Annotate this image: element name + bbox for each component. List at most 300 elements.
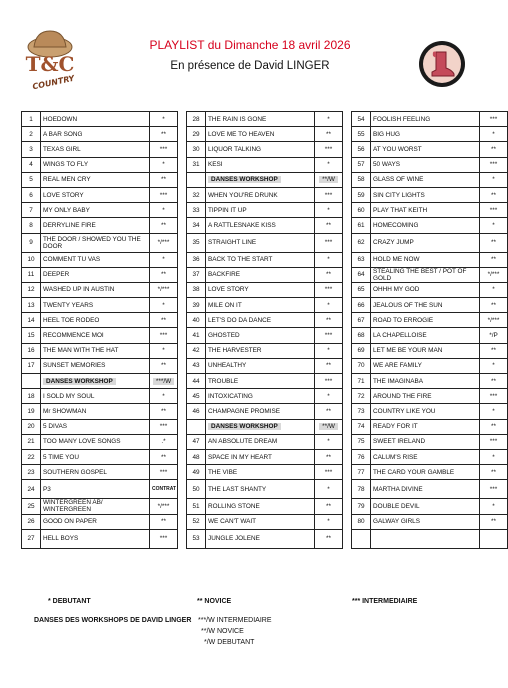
song-level: ***	[480, 434, 508, 449]
workshops-title: DANSES DES WORKSHOPS DE DAVID LINGER	[34, 617, 192, 624]
song-number: 48	[187, 449, 206, 464]
table-row	[22, 480, 508, 499]
song-number: 67	[352, 313, 371, 328]
song-title: KESI	[206, 157, 315, 172]
song-title: THE DOOR / SHOWED YOU THE DOOR	[41, 233, 150, 252]
song-number: 14	[22, 313, 41, 328]
song-number: 61	[352, 218, 371, 233]
column-gap	[178, 298, 187, 313]
column-gap	[178, 203, 187, 218]
song-level: *	[480, 449, 508, 464]
column-gap	[178, 142, 187, 157]
song-level: **	[480, 374, 508, 389]
logo-text: T&C	[25, 52, 75, 76]
song-level: *	[150, 157, 178, 172]
song-title: Mr SHOWMAN	[41, 404, 150, 419]
song-number: 68	[352, 328, 371, 343]
song-level: *	[315, 389, 343, 404]
column-gap	[343, 127, 352, 142]
song-number: 45	[187, 389, 206, 404]
song-number: 47	[187, 434, 206, 449]
song-level: *	[315, 480, 343, 499]
song-level: *	[315, 298, 343, 313]
song-title: ROAD TO ERROGIE	[371, 313, 480, 328]
song-title: SOUTHERN GOSPEL	[41, 465, 150, 480]
ws-level-intermediaire: ***/W INTERMEDIAIRE	[198, 617, 272, 624]
column-gap	[343, 252, 352, 267]
song-number: 32	[187, 187, 206, 202]
column-gap	[178, 172, 187, 187]
song-number: 19	[22, 404, 41, 419]
song-number: 5	[22, 172, 41, 187]
column-gap	[343, 233, 352, 252]
song-number: 62	[352, 233, 371, 252]
song-title: READY FOR IT	[371, 419, 480, 434]
song-number: 53	[187, 529, 206, 548]
table-row	[22, 112, 508, 127]
song-level: *	[315, 343, 343, 358]
song-level: **	[315, 267, 343, 282]
table-row	[22, 252, 508, 267]
song-number: 31	[187, 157, 206, 172]
song-number: 20	[22, 419, 41, 434]
song-level: *	[480, 358, 508, 373]
song-title: AN ABSOLUTE DREAM	[206, 434, 315, 449]
song-number: 26	[22, 514, 41, 529]
workshop-label	[41, 374, 150, 389]
song-title: I SOLD MY SOUL	[41, 389, 150, 404]
column-gap	[178, 465, 187, 480]
song-level: */***	[480, 267, 508, 282]
song-number: 29	[187, 127, 206, 142]
song-number	[22, 374, 41, 389]
song-number: 39	[187, 298, 206, 313]
song-level: **	[150, 267, 178, 282]
song-title: HOMECOMING	[371, 218, 480, 233]
song-title: LOVE STORY	[41, 187, 150, 202]
column-gap	[343, 343, 352, 358]
song-title: RECOMMENCE MOI	[41, 328, 150, 343]
column-gap	[343, 404, 352, 419]
song-number: 38	[187, 282, 206, 297]
song-title: STRAIGHT LINE	[206, 233, 315, 252]
table-row	[22, 374, 508, 389]
song-level: **	[480, 233, 508, 252]
table-row	[22, 434, 508, 449]
song-title: GHOSTED	[206, 328, 315, 343]
table-row	[22, 127, 508, 142]
song-number: 6	[22, 187, 41, 202]
song-number: 3	[22, 142, 41, 157]
workshop-level-text: **/W	[319, 423, 338, 430]
column-gap	[178, 419, 187, 434]
song-title: REAL MEN CRY	[41, 172, 150, 187]
song-level	[480, 529, 508, 548]
song-number: 71	[352, 374, 371, 389]
table-row	[22, 389, 508, 404]
column-gap	[343, 499, 352, 514]
song-number: 49	[187, 465, 206, 480]
song-level: **	[480, 142, 508, 157]
song-number: 13	[22, 298, 41, 313]
song-level: *	[315, 112, 343, 127]
song-level: ***	[315, 328, 343, 343]
song-level: **	[315, 529, 343, 548]
column-gap	[343, 374, 352, 389]
song-level: **	[480, 187, 508, 202]
song-title: PLAY THAT KEITH	[371, 203, 480, 218]
song-number: 25	[22, 499, 41, 514]
table-row	[22, 233, 508, 252]
column-gap	[343, 187, 352, 202]
song-level: ***	[150, 142, 178, 157]
song-level	[150, 374, 178, 389]
song-number: 2	[22, 127, 41, 142]
song-title: LOVE STORY	[206, 282, 315, 297]
song-title: HOLD ME NOW	[371, 252, 480, 267]
song-number: 46	[187, 404, 206, 419]
song-level: *	[480, 282, 508, 297]
song-number: 44	[187, 374, 206, 389]
song-level	[150, 480, 178, 499]
legend-debutant: * DEBUTANT	[48, 598, 91, 605]
song-title: WHEN YOU'RE DRUNK	[206, 187, 315, 202]
column-gap	[178, 499, 187, 514]
song-number: 60	[352, 203, 371, 218]
song-title: P3	[41, 480, 150, 499]
song-level: **	[315, 499, 343, 514]
song-title: HEEL TOE RODEO	[41, 313, 150, 328]
column-gap	[178, 358, 187, 373]
table-row	[22, 298, 508, 313]
song-number: 16	[22, 343, 41, 358]
song-number: 30	[187, 142, 206, 157]
song-title: JUNGLE JOLENE	[206, 529, 315, 548]
song-level: ***	[150, 328, 178, 343]
song-number: 36	[187, 252, 206, 267]
column-gap	[343, 389, 352, 404]
song-level: *	[150, 343, 178, 358]
table-row	[22, 218, 508, 233]
song-title: STEALING THE BEST / POT OF GOLD	[371, 267, 480, 282]
song-level: ***	[315, 374, 343, 389]
song-title: TOO MANY LOVE SONGS	[41, 434, 150, 449]
workshop-label	[206, 172, 315, 187]
column-gap	[178, 282, 187, 297]
workshop-level-text: ***/W	[153, 378, 174, 385]
column-gap	[178, 112, 187, 127]
song-number: 78	[352, 480, 371, 499]
song-level: ***	[480, 112, 508, 127]
song-title: WE ARE FAMILY	[371, 358, 480, 373]
song-title: TEXAS GIRL	[41, 142, 150, 157]
song-number: 37	[187, 267, 206, 282]
song-title: INTOXICATING	[206, 389, 315, 404]
song-number: 8	[22, 218, 41, 233]
song-title: FOOLISH FEELING	[371, 112, 480, 127]
column-gap	[343, 434, 352, 449]
column-gap	[343, 358, 352, 373]
song-number: 12	[22, 282, 41, 297]
song-level: *	[315, 434, 343, 449]
workshop-label	[206, 419, 315, 434]
table-row	[22, 187, 508, 202]
contrat-label: CONTRAT	[152, 486, 177, 493]
song-level: ***	[480, 480, 508, 499]
song-number: 54	[352, 112, 371, 127]
song-title: JEALOUS OF THE SUN	[371, 298, 480, 313]
song-number: 1	[22, 112, 41, 127]
song-title: THE MAN WITH THE HAT	[41, 343, 150, 358]
song-level: **	[150, 404, 178, 419]
column-gap	[178, 404, 187, 419]
song-level: *	[315, 157, 343, 172]
song-level: **	[480, 514, 508, 529]
column-gap	[343, 157, 352, 172]
song-title: 50 WAYS	[371, 157, 480, 172]
song-level: **	[150, 127, 178, 142]
table-row	[22, 514, 508, 529]
column-gap	[178, 529, 187, 548]
song-title: MY ONLY BABY	[41, 203, 150, 218]
song-level: ***	[315, 465, 343, 480]
song-level: *	[480, 499, 508, 514]
column-gap	[178, 480, 187, 499]
column-gap	[178, 157, 187, 172]
song-level	[315, 419, 343, 434]
song-number: 35	[187, 233, 206, 252]
song-level: **	[315, 127, 343, 142]
column-gap	[343, 282, 352, 297]
song-number: 41	[187, 328, 206, 343]
song-title: DERRYLINE FIRE	[41, 218, 150, 233]
song-level: **	[315, 404, 343, 419]
song-level: ***	[480, 389, 508, 404]
song-number: 27	[22, 529, 41, 548]
table-row	[22, 157, 508, 172]
workshop-label-text: DANSES WORKSHOP	[43, 378, 116, 385]
song-title: THE CARD YOUR GAMBLE	[371, 465, 480, 480]
song-number: 66	[352, 298, 371, 313]
song-title: LET ME BE YOUR MAN	[371, 343, 480, 358]
column-gap	[178, 374, 187, 389]
song-level: */***	[150, 233, 178, 252]
song-title: A BAR SONG	[41, 127, 150, 142]
song-title: LET'S DO DA DANCE	[206, 313, 315, 328]
column-gap	[343, 172, 352, 187]
song-level	[315, 172, 343, 187]
song-title: THE HARVESTER	[206, 343, 315, 358]
song-title: WINGS TO FLY	[41, 157, 150, 172]
column-gap	[178, 218, 187, 233]
table-row	[22, 449, 508, 464]
song-number: 52	[187, 514, 206, 529]
song-number: 23	[22, 465, 41, 480]
song-number: 4	[22, 157, 41, 172]
column-gap	[178, 449, 187, 464]
page-subtitle: En présence de David LINGER	[170, 60, 330, 72]
table-row	[22, 499, 508, 514]
song-title: CALUM'S RISE	[371, 449, 480, 464]
song-title: ROLLING STONE	[206, 499, 315, 514]
page-title: PLAYLIST du Dimanche 18 avril 2026	[149, 38, 351, 52]
song-title: HOEDOWN	[41, 112, 150, 127]
song-title: SPACE IN MY HEART	[206, 449, 315, 464]
table-row	[22, 313, 508, 328]
song-level: *	[150, 252, 178, 267]
playlist-table	[21, 111, 508, 549]
song-title: THE VIBE	[206, 465, 315, 480]
song-title: GALWAY GIRLS	[371, 514, 480, 529]
song-number: 56	[352, 142, 371, 157]
column-gap	[178, 434, 187, 449]
table-row	[22, 282, 508, 297]
song-title: GOOD ON PAPER	[41, 514, 150, 529]
song-title: 5 DIVAS	[41, 419, 150, 434]
song-number: 75	[352, 434, 371, 449]
ws-level-novice: **/W NOVICE	[201, 628, 244, 635]
song-number: 57	[352, 157, 371, 172]
song-number: 65	[352, 282, 371, 297]
song-title: AT YOU WORST	[371, 142, 480, 157]
song-level: */***	[150, 282, 178, 297]
song-level: **	[150, 172, 178, 187]
song-number: 63	[352, 252, 371, 267]
song-number	[187, 419, 206, 434]
song-number: 10	[22, 252, 41, 267]
table-row	[22, 419, 508, 434]
song-level: *	[480, 404, 508, 419]
song-level: */***	[150, 499, 178, 514]
song-title: HELL BOYS	[41, 529, 150, 548]
song-title: SIN CITY LIGHTS	[371, 187, 480, 202]
song-level: *	[150, 112, 178, 127]
column-gap	[178, 343, 187, 358]
song-level: *	[315, 203, 343, 218]
song-level: *	[480, 127, 508, 142]
table-row	[22, 328, 508, 343]
song-title: THE IMAGINABA	[371, 374, 480, 389]
song-level: *	[480, 218, 508, 233]
song-level: *	[315, 252, 343, 267]
song-title: BACK TO THE START	[206, 252, 315, 267]
song-number: 79	[352, 499, 371, 514]
song-level: .*	[150, 434, 178, 449]
song-number: 51	[187, 499, 206, 514]
song-number	[187, 172, 206, 187]
song-level: ***	[150, 465, 178, 480]
song-number: 33	[187, 203, 206, 218]
song-title: SWEET IRELAND	[371, 434, 480, 449]
column-gap	[178, 187, 187, 202]
song-number: 22	[22, 449, 41, 464]
column-gap	[178, 514, 187, 529]
song-title: 5 TIME YOU	[41, 449, 150, 464]
song-title: CRAZY JUMP	[371, 233, 480, 252]
legend-intermediaire: *** INTERMEDIAIRE	[352, 598, 418, 605]
ws-level-debutant: */W DEBUTANT	[204, 639, 255, 646]
song-number: 21	[22, 434, 41, 449]
column-gap	[343, 328, 352, 343]
column-gap	[178, 313, 187, 328]
song-number: 73	[352, 404, 371, 419]
song-level: ***	[150, 529, 178, 548]
column-gap	[178, 389, 187, 404]
song-level: ***	[315, 142, 343, 157]
song-title: THE LAST SHANTY	[206, 480, 315, 499]
song-title: WASHED UP IN AUSTIN	[41, 282, 150, 297]
workshop-label-text: DANSES WORKSHOP	[208, 423, 281, 430]
song-number: 40	[187, 313, 206, 328]
song-level: *	[315, 514, 343, 529]
song-level: **	[315, 218, 343, 233]
song-level: ***	[150, 419, 178, 434]
song-level: **	[480, 252, 508, 267]
column-gap	[178, 233, 187, 252]
song-level: *	[150, 298, 178, 313]
legend-novice: ** NOVICE	[197, 598, 232, 605]
column-gap	[178, 267, 187, 282]
table-row	[22, 529, 508, 548]
song-number: 74	[352, 419, 371, 434]
song-number: 34	[187, 218, 206, 233]
column-gap	[343, 449, 352, 464]
song-title: SUNSET MEMORIES	[41, 358, 150, 373]
column-gap	[343, 267, 352, 282]
song-title: DOUBLE DEVIL	[371, 499, 480, 514]
song-number: 11	[22, 267, 41, 282]
song-level: **	[315, 358, 343, 373]
song-title: LA CHAPELLOISE	[371, 328, 480, 343]
song-level: **	[315, 313, 343, 328]
song-title: DEEPER	[41, 267, 150, 282]
song-level: **	[480, 343, 508, 358]
table-row	[22, 465, 508, 480]
song-level: **	[480, 465, 508, 480]
song-number	[352, 529, 371, 548]
song-number: 7	[22, 203, 41, 218]
song-number: 28	[187, 112, 206, 127]
logo-subtext: COUNTRY	[31, 73, 76, 92]
song-level: ***	[480, 157, 508, 172]
column-gap	[178, 127, 187, 142]
song-title: UNHEALTHY	[206, 358, 315, 373]
song-level: *	[150, 389, 178, 404]
song-title: COUNTRY LIKE YOU	[371, 404, 480, 419]
song-number: 9	[22, 233, 41, 252]
song-title: TWENTY YEARS	[41, 298, 150, 313]
song-number: 76	[352, 449, 371, 464]
workshop-label-text: DANSES WORKSHOP	[208, 176, 281, 183]
column-gap	[343, 480, 352, 499]
song-number: 43	[187, 358, 206, 373]
song-title: BACKFIRE	[206, 267, 315, 282]
workshop-level-text: **/W	[319, 176, 338, 183]
song-title: WINTERGREEN AB/ WINTERGREEN	[41, 499, 150, 514]
song-level: **	[150, 218, 178, 233]
song-level: **	[480, 298, 508, 313]
table-row	[22, 267, 508, 282]
song-title: BIG HUG	[371, 127, 480, 142]
song-number: 59	[352, 187, 371, 202]
song-number: 77	[352, 465, 371, 480]
song-number: 58	[352, 172, 371, 187]
song-title: COMMENT TU VAS	[41, 252, 150, 267]
song-number: 72	[352, 389, 371, 404]
song-number: 55	[352, 127, 371, 142]
table-row	[22, 203, 508, 218]
column-gap	[178, 252, 187, 267]
